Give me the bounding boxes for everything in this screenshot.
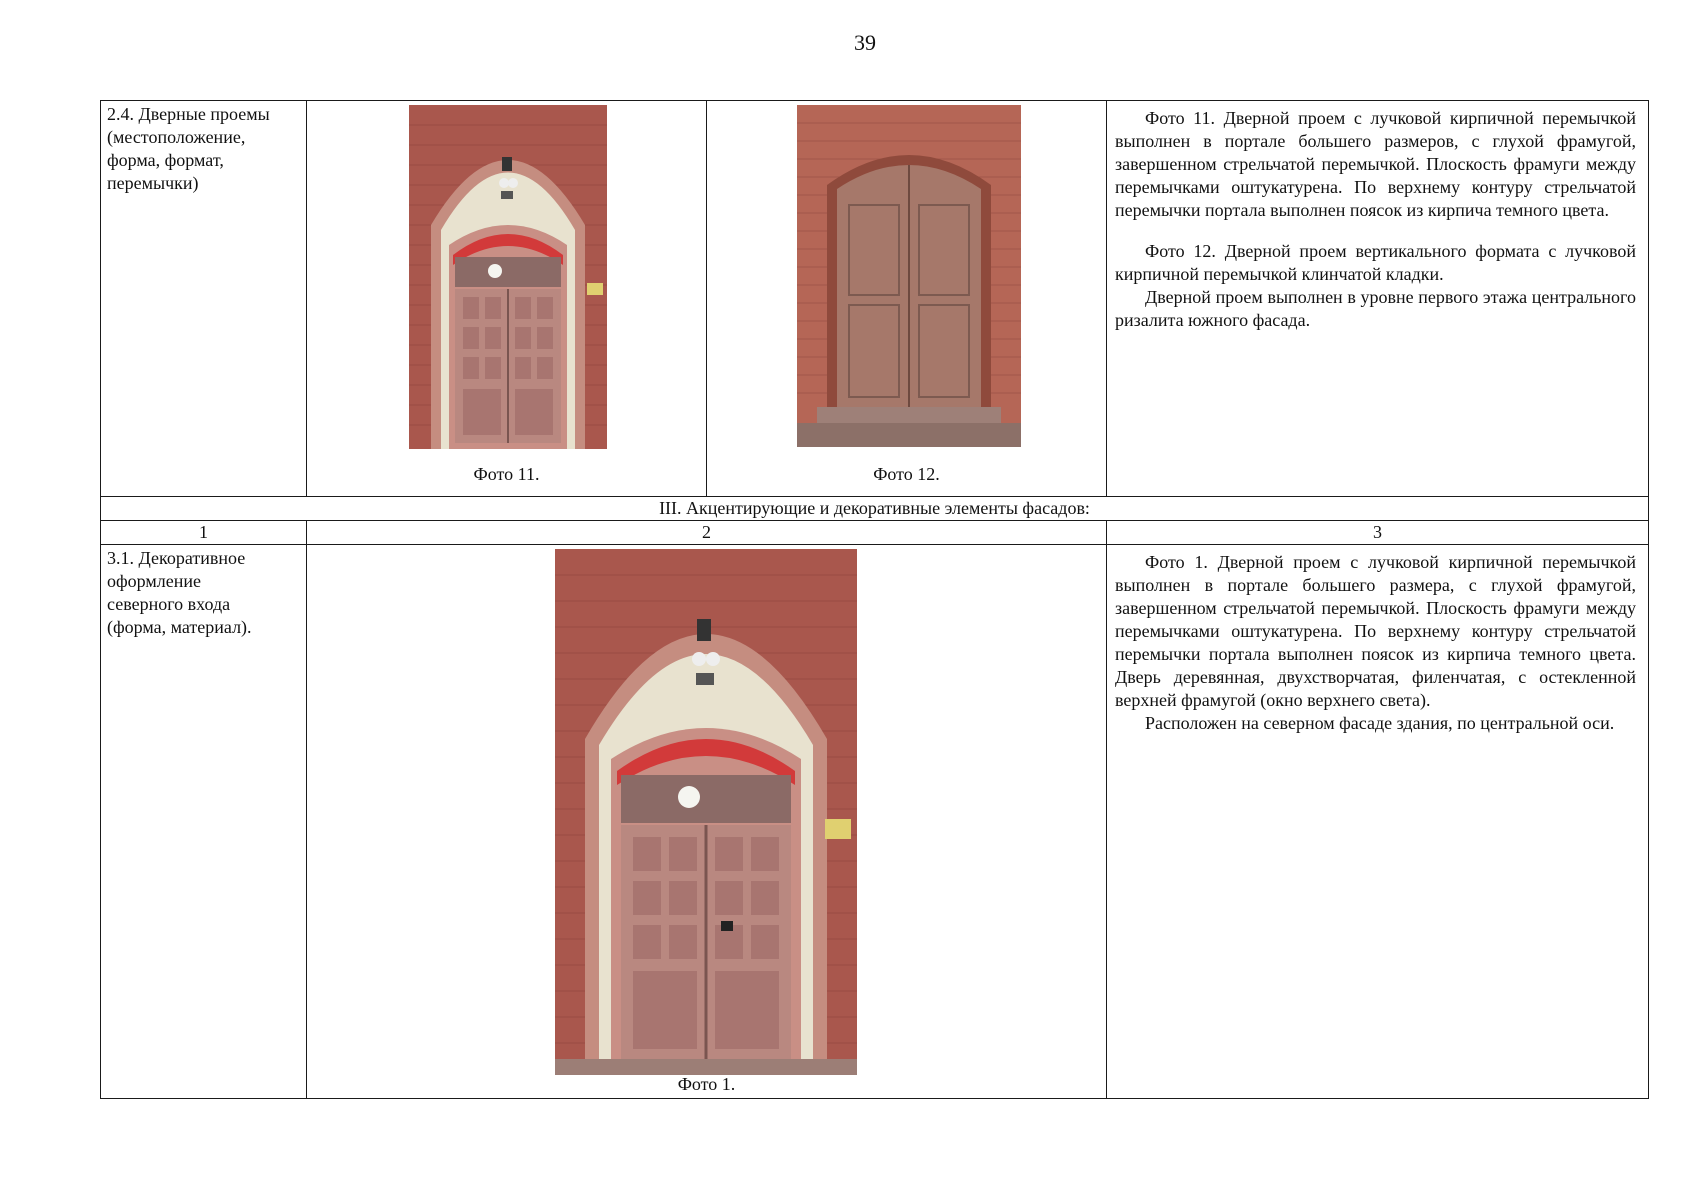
description-cell-2-4: [1107, 101, 1649, 497]
column-number-2: 2: [307, 521, 1107, 545]
description-cell-3-1: [1107, 545, 1649, 1099]
facade-elements-table: [100, 100, 1649, 1099]
row-door-openings: [101, 101, 1649, 497]
photo-cell-12: [707, 101, 1107, 497]
label-cell-2-4: [101, 101, 307, 497]
description-photo-12: Фото 12. Дверной проем вертикального формата с лучковой кирпичной перемычкой клинчатой кладки.: [1115, 241, 1636, 284]
description-location-12: Дверной проем выполнен в уровне первого этажа центрального ризалита южного фасада.: [1115, 287, 1636, 330]
label-cell-3-1: [101, 545, 307, 1099]
column-number-3: 3: [1107, 521, 1649, 545]
section-label-2-4: 2.4. Дверные проемы (местоположение, форма, формат, перемычки): [107, 104, 270, 193]
row-section-iii-title: [101, 497, 1649, 521]
row-column-numbers: [101, 521, 1649, 545]
photo-11: [409, 105, 607, 449]
description-photo-1: Фото 1. Дверной проем с лучковой кирпичной перемычкой выполнен в портале большего размера, с глухой фрамугой, завершенном стрельчатой перемычкой. Плоскость фрамуги между перемычками оштукатурена. По верхнему контуру стрельчатой перемычки портала выполнен поясок из кирпича темного цвета. Дверь деревянная, двухстворчатая, филенчатая, с остекленной верхней фрамугой (окно верхнего света).: [1115, 552, 1636, 710]
photo-11-caption: Фото 11.: [473, 464, 540, 484]
column-number-1: 1: [101, 521, 307, 545]
photo-1: [555, 549, 857, 1075]
photo-cell-1: [307, 545, 1107, 1099]
photo-cell-11: [307, 101, 707, 497]
photo-12: [797, 105, 1021, 447]
photo-12-caption: Фото 12.: [873, 464, 940, 484]
section-iii-title: III. Акцентирующие и декоративные элементы фасадов:: [101, 497, 1649, 521]
description-photo-11: Фото 11. Дверной проем с лучковой кирпичной перемычкой выполнен в портале большего размеров, с глухой фрамугой, завершенном стрельчатой перемычкой. Плоскость фрамуги между перемычками оштукатурена. По верхнему контуру стрельчатой перемычки портала выполнен поясок из кирпича темного цвета.: [1115, 108, 1636, 220]
description-location-1: Расположен на северном фасаде здания, по центральной оси.: [1145, 713, 1615, 733]
row-north-entrance: [101, 545, 1649, 1099]
section-label-3-1: 3.1. Декоративное оформление северного входа (форма, материал).: [107, 548, 252, 637]
photo-1-caption: Фото 1.: [677, 1074, 736, 1094]
page-number: 39: [854, 30, 876, 55]
